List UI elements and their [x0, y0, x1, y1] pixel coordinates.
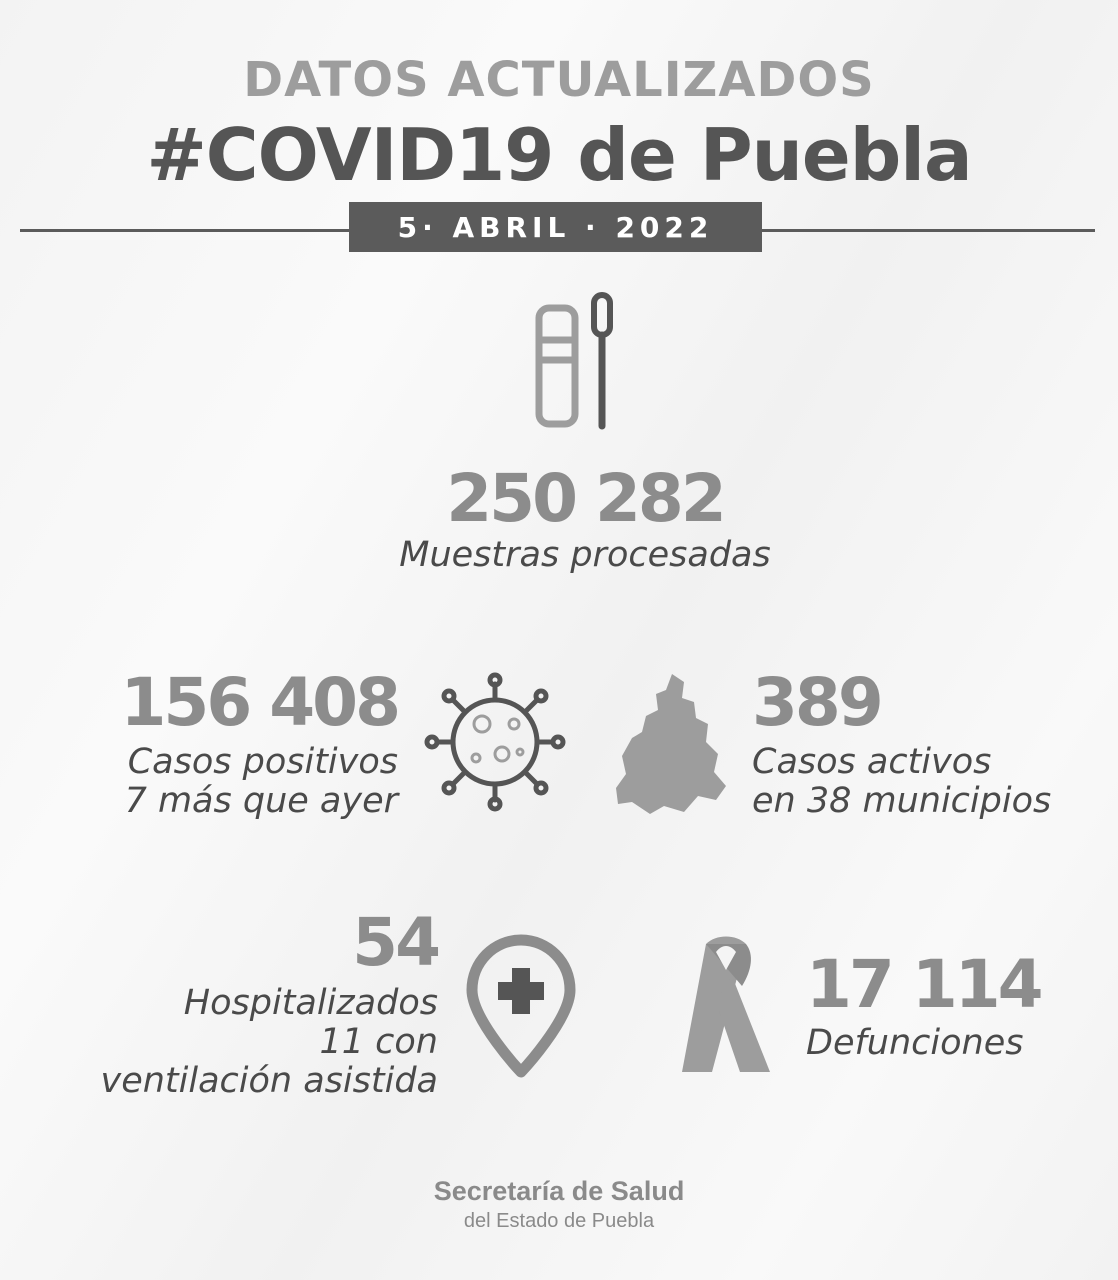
puebla-map-icon [612, 672, 730, 817]
positive-value: 156 408 [120, 664, 398, 741]
positive-label-line1: Casos positivos [127, 742, 398, 782]
active-label-line2: en 38 municipios [752, 781, 1052, 821]
page-title: #COVID19 de Puebla [146, 113, 972, 197]
hospital-pin-icon [462, 932, 580, 1080]
samples-label: Muestras procesadas [399, 535, 771, 575]
subtitle: DATOS ACTUALIZADOS [243, 52, 875, 108]
hospitalized-label-line2: 11 con [319, 1022, 438, 1062]
active-value: 389 [752, 664, 881, 741]
hospitalized-value: 54 [352, 904, 438, 981]
hospitalized-label-line1: Hospitalizados [183, 983, 438, 1023]
virus-icon [420, 672, 570, 812]
hospitalized-label-line3: ventilación asistida [100, 1061, 438, 1101]
samples-value: 250 282 [446, 460, 724, 537]
positive-label-line2: 7 más que ayer [124, 781, 398, 821]
footer-org-name: Secretaría de Salud [433, 1176, 685, 1206]
deaths-value: 17 114 [806, 946, 1041, 1023]
divider-right [762, 229, 1095, 232]
deaths-label: Defunciones [806, 1023, 1024, 1063]
test-tube-swab-icon [530, 290, 620, 430]
awareness-ribbon-icon [676, 930, 776, 1075]
divider-left [20, 229, 350, 232]
footer-org-subtitle: del Estado de Puebla [463, 1210, 655, 1232]
date-badge: 5· ABRIL · 2022 [349, 202, 762, 252]
active-label-line1: Casos activos [752, 742, 992, 782]
